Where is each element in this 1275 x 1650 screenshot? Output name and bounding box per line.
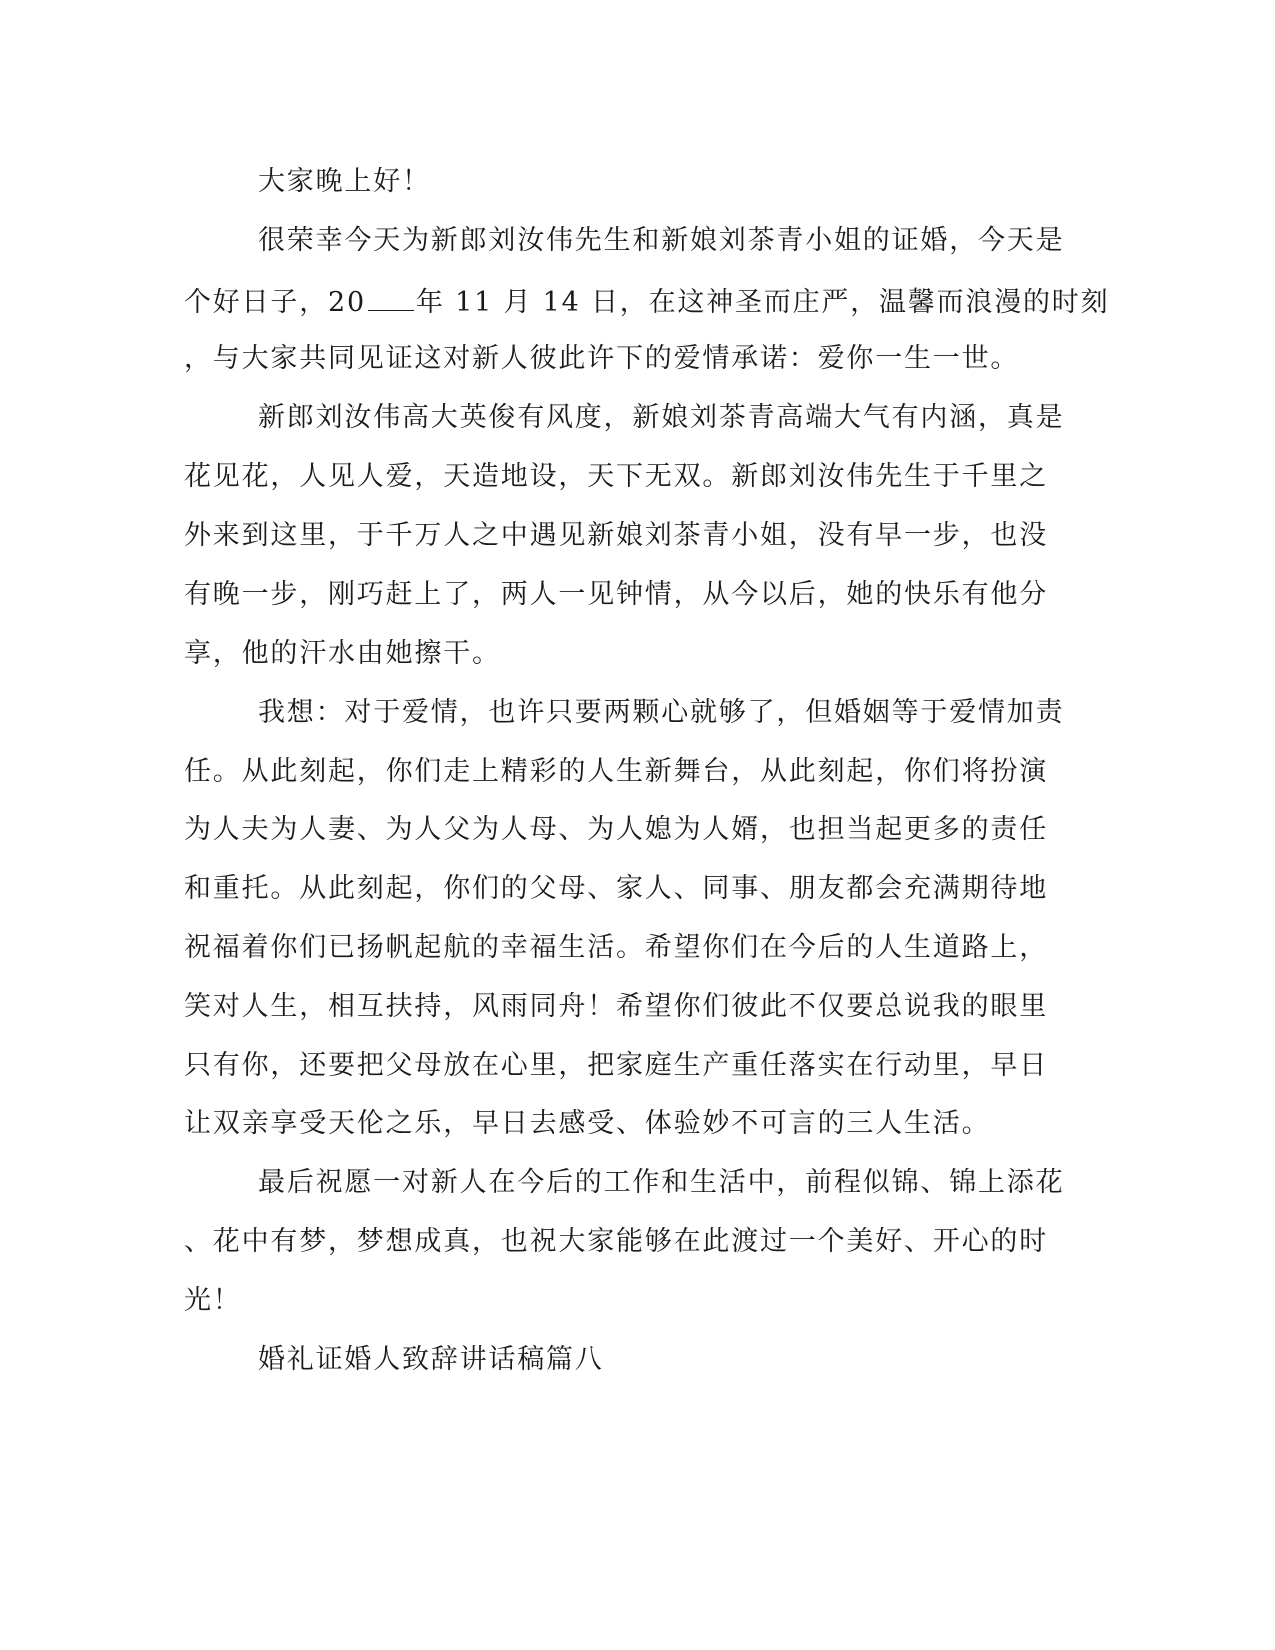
paragraph-1-line-1: 很荣幸今天为新郎刘汝伟先生和新娘刘茶青小姐的证婚，今天是 bbox=[258, 225, 1065, 256]
section-heading: 婚礼证婚人致辞讲话稿篇八 bbox=[258, 1344, 604, 1375]
paragraph-3-line-1: 我想：对于爱情，也许只要两颗心就够了，但婚姻等于爱情加责 bbox=[258, 697, 1065, 728]
paragraph-3-line-4: 和重托。从此刻起，你们的父母、家人、同事、朋友都会充满期待地 bbox=[184, 873, 1048, 904]
paragraph-2-line-3: 外来到这里，于千万人之中遇见新娘刘茶青小姐，没有早一步，也没 bbox=[184, 520, 1048, 551]
paragraph-3-line-6: 笑对人生，相互扶持，风雨同舟！希望你们彼此不仅要总说我的眼里 bbox=[184, 991, 1048, 1022]
paragraph-3-line-3: 为人夫为人妻、为人父为人母、为人媳为人婿，也担当起更多的责任 bbox=[184, 814, 1048, 845]
date-text-start: 个好日子，20 bbox=[184, 287, 366, 318]
year-blank bbox=[368, 284, 414, 311]
paragraph-3-line-8: 让双亲享受天伦之乐，早日去感受、体验妙不可言的三人生活。 bbox=[184, 1108, 991, 1139]
paragraph-2-line-2: 花见花，人见人爱，天造地设，天下无双。新郎刘汝伟先生于千里之 bbox=[184, 461, 1048, 492]
paragraph-4-line-2: 、花中有梦，梦想成真，也祝大家能够在此渡过一个美好、开心的时 bbox=[184, 1226, 1048, 1257]
greeting-line: 大家晚上好！ bbox=[258, 166, 431, 197]
paragraph-3-line-2: 任。从此刻起，你们走上精彩的人生新舞台，从此刻起，你们将扮演 bbox=[184, 756, 1048, 787]
paragraph-3-line-7: 只有你，还要把父母放在心里，把家庭生产重任落实在行动里，早日 bbox=[184, 1050, 1048, 1081]
paragraph-3-line-5: 祝福着你们已扬帆起航的幸福生活。希望你们在今后的人生道路上， bbox=[184, 932, 1048, 963]
paragraph-2-line-1: 新郎刘汝伟高大英俊有风度，新娘刘茶青高端大气有内涵，真是 bbox=[258, 402, 1065, 433]
paragraph-1-line-2 bbox=[184, 284, 1109, 320]
date-text-end: 年 11 月 14 日，在这神圣而庄严，温馨而浪漫的时刻 bbox=[415, 287, 1110, 318]
paragraph-2-line-5: 享，他的汗水由她擦干。 bbox=[184, 638, 501, 669]
paragraph-4-line-1: 最后祝愿一对新人在今后的工作和生活中，前程似锦、锦上添花 bbox=[258, 1167, 1065, 1198]
paragraph-4-line-3: 光！ bbox=[184, 1285, 242, 1316]
paragraph-2-line-4: 有晚一步，刚巧赶上了，两人一见钟情，从今以后，她的快乐有他分 bbox=[184, 579, 1048, 610]
paragraph-1-line-3: ，与大家共同见证这对新人彼此许下的爱情承诺：爱你一生一世。 bbox=[184, 343, 1020, 374]
